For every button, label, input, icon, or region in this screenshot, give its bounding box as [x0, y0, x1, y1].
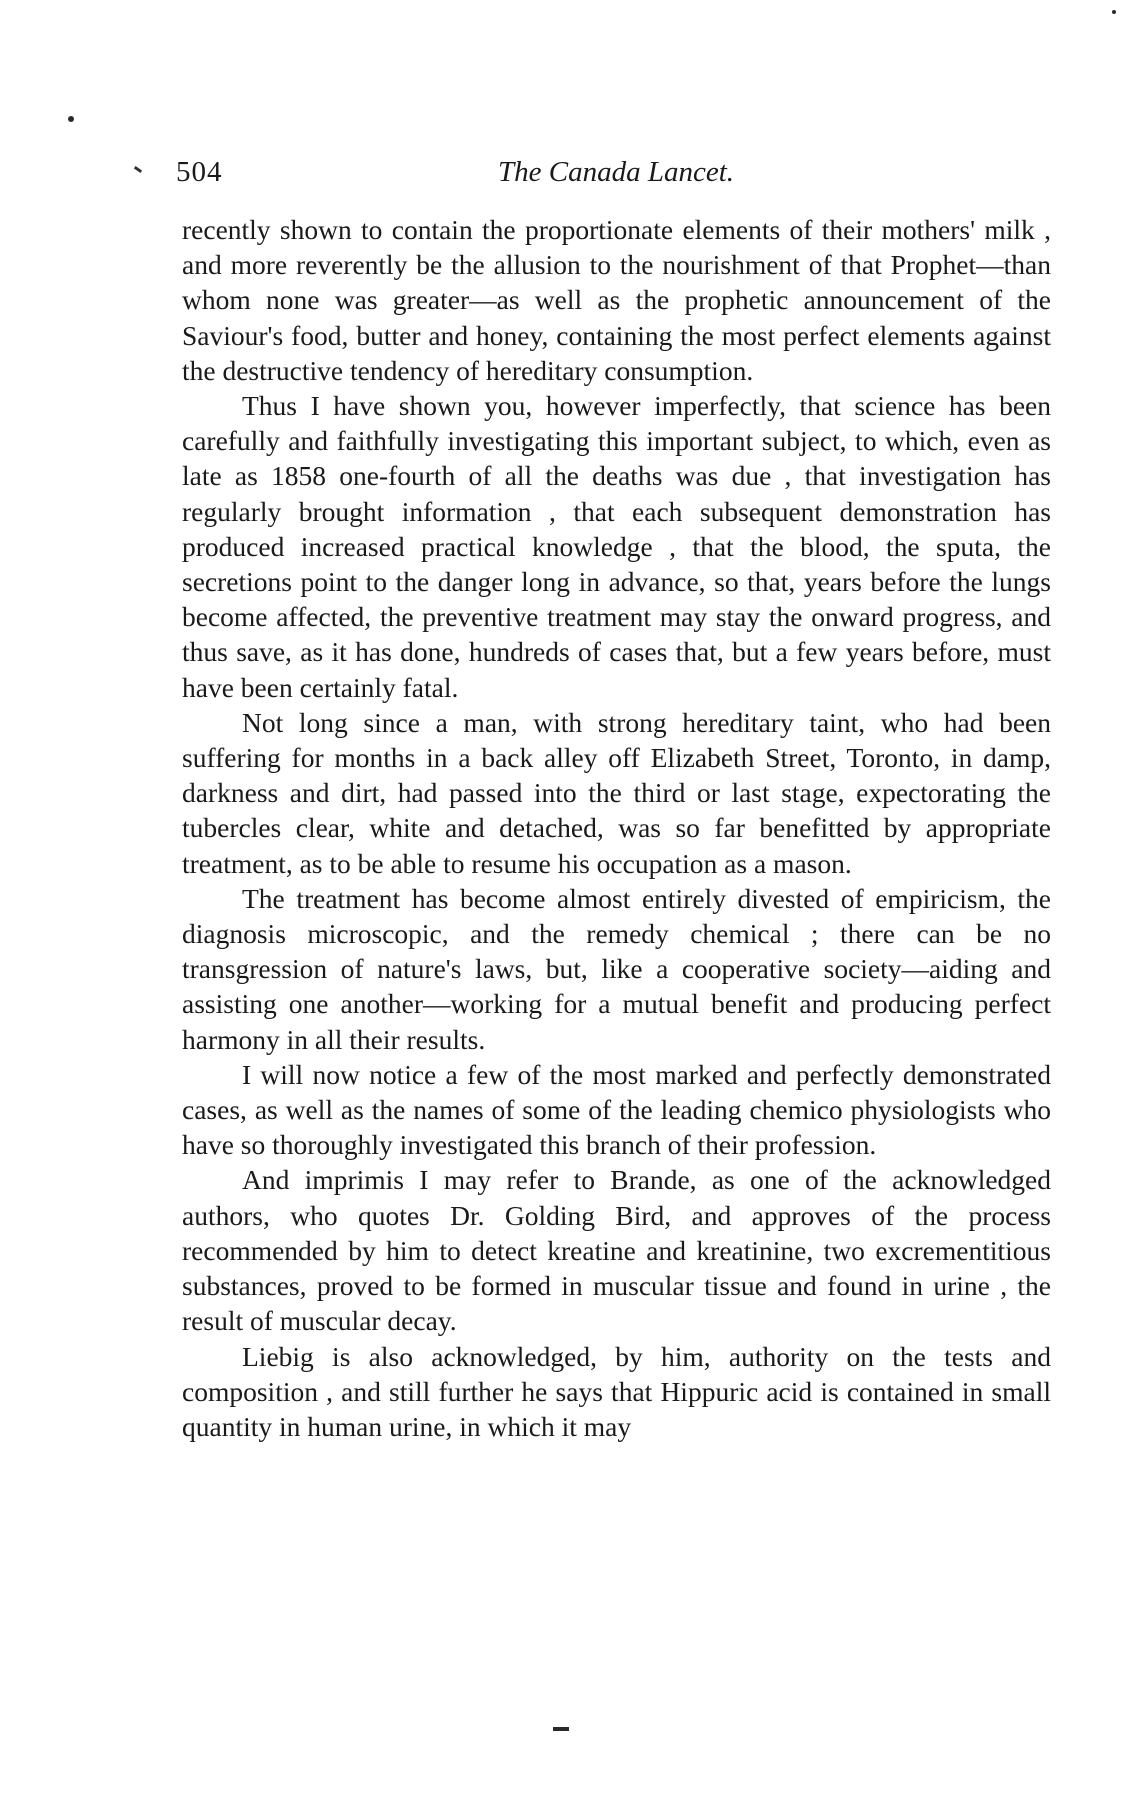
body-text	[182, 212, 1051, 1444]
running-title: The Canada Lancet.	[497, 156, 735, 188]
paragraph: The treatment has become almost entirely divested of empiricism, the diagnosis microscopic, and the remedy chemical ; there can be no transgression of nature's laws, but, like a cooperative society—aiding and assisting one another—working for a mutual benefit and producing perfect harmony in all their results.	[182, 882, 1051, 1055]
paragraph: And imprimis I may refer to Brande, as one of the acknowledged authors, who quotes Dr. Golding Bird, and approves of the process recommended by him to detect kreatine and kreatinine, two excrementitious substances, proved to be formed in muscular tissue and found in urine , the result of muscular decay.	[182, 1164, 1051, 1337]
print-speck	[68, 116, 74, 122]
paragraph: recently shown to contain the proportionate elements of their mothers' milk , and more reverently be the allusion to the nourishment of that Prophet—than whom none was greater—as well as the prophetic announcement of the Saviour's food, butter and honey, containing the most perfect elements against the destructive tendency of hereditary consumption.	[182, 214, 1051, 386]
paragraph: Thus I have shown you, however imperfectly, that science has been carefully and faithfully investigating this important subject, to which, even as late as 1858 one-fourth of all the deaths was due , that investigation has regularly brought information , that each subsequent demonstration has produced increased practical knowledge , that the blood, the sputa, the secretions point to the danger long in advance, so that, years before the lungs become affected, the preventive treatment may stay the onward progress, and thus save, as it has done, hundreds of cases that, but a few years before, must have been certainly fatal.	[182, 390, 1051, 703]
print-speck	[1112, 10, 1116, 14]
page-header	[176, 156, 1056, 196]
page-number: 504	[176, 156, 223, 188]
paragraph: I will now notice a few of the most marked and perfectly demonstrated cases, as well as the names of some of the leading chemico physiologists who have so thoroughly investigated this branch of their profession.	[182, 1058, 1051, 1161]
paragraph: Not long since a man, with strong hereditary taint, who had been suffering for months in a back alley off Elizabeth Street, Toronto, in damp, darkness and dirt, had passed into the third or last stage, expectorating the tubercles clear, white and detached, was so far benefitted by appropriate treatment, as to be able to resume his occupation as a mason.	[182, 706, 1051, 879]
print-mark	[134, 166, 142, 173]
print-mark	[553, 1727, 569, 1731]
paragraph: Liebig is also acknowledged, by him, authority on the tests and composition , and still further he says that Hippuric acid is contained in small quantity in human urine, in which it may	[182, 1340, 1051, 1442]
